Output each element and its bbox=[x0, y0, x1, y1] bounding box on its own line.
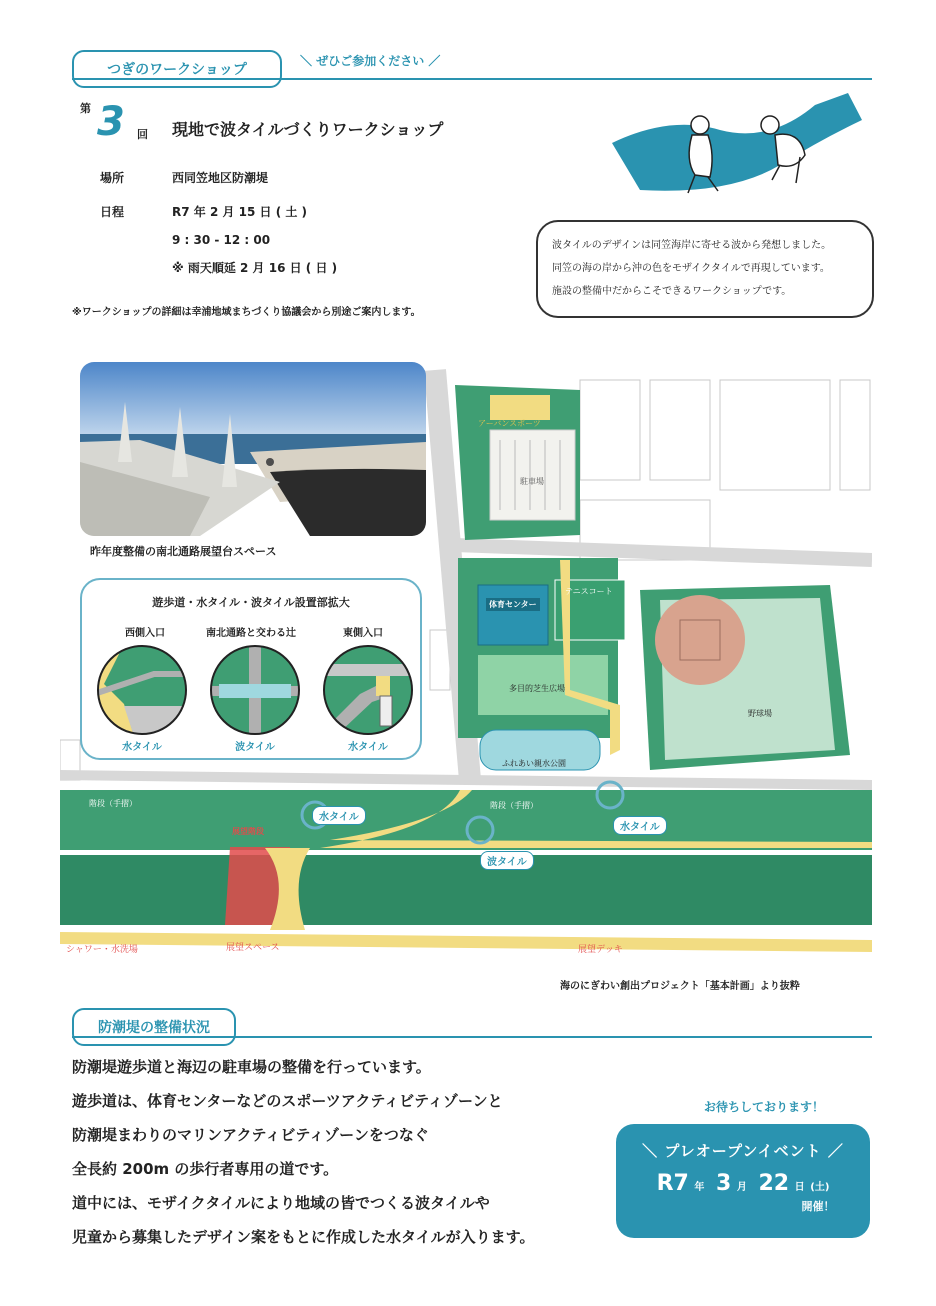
map-label-park-top: アーバンスポーツ bbox=[478, 419, 541, 428]
map-label-tennis: テニスコート bbox=[565, 587, 613, 596]
tile-design-speech-bubble bbox=[536, 220, 874, 318]
map-label-water-park: ふれあい親水公園 bbox=[502, 759, 566, 768]
map-label-view-red: 展望階段 bbox=[232, 827, 264, 836]
speech-line-1: 波タイルのデザインは同笠海岸に寄せる波から発想しました。 bbox=[552, 240, 832, 251]
zoom-east-entrance bbox=[320, 644, 416, 736]
map-label-view-deck: 展望デッキ bbox=[578, 945, 623, 955]
zoom-west-entrance bbox=[94, 644, 190, 736]
speech-line-3: 施設の整備中だからこそできるワークショップです。 bbox=[552, 286, 792, 297]
wave-carrying-illustration bbox=[600, 85, 880, 205]
speech-line-2: 同笠の海の岸から沖の色をモザイクタイルで再現しています。 bbox=[552, 263, 830, 274]
zoom-title: 遊歩道・水タイル・波タイル設置部拡大 bbox=[152, 596, 350, 609]
number-suffix: 回 bbox=[137, 128, 148, 141]
wait-text: お待ちしております！ bbox=[704, 1100, 825, 1114]
seawall-line-6: 児童から募集したデザイン案をもとに作成した水タイルが入ります。 bbox=[72, 1228, 535, 1246]
baseball-field bbox=[640, 585, 850, 770]
lookout-photo-image bbox=[80, 362, 426, 536]
lookout-photo bbox=[80, 362, 426, 536]
map-label-stairs-1: 階段（手摺） bbox=[89, 799, 137, 808]
event-year-unit: 年 bbox=[694, 1182, 705, 1193]
seawall-line-1: 防潮堤遊歩道と海辺の駐車場の整備を行っています。 bbox=[72, 1058, 431, 1076]
event-era: R7 bbox=[656, 1171, 689, 1196]
zoom-box bbox=[80, 578, 422, 760]
zoom-crossing bbox=[207, 644, 303, 736]
next-workshop-tab-label: つぎのワークショップ bbox=[107, 62, 247, 78]
event-day: 22 bbox=[758, 1171, 790, 1196]
date-label: 日程 bbox=[100, 205, 125, 219]
workshop-title: 現地で波タイルづくりワークショップ bbox=[172, 120, 444, 139]
event-date bbox=[616, 1171, 870, 1196]
seawall-divider bbox=[72, 1036, 872, 1038]
seawall-line-5: 道中には、モザイクタイルにより地域の皆でつくる波タイルや bbox=[72, 1194, 490, 1212]
zoom-item-3-title: 東側入口 bbox=[343, 628, 383, 639]
section-divider bbox=[72, 78, 872, 80]
place-value: 西同笠地区防潮堤 bbox=[172, 171, 269, 185]
zoom-item-3-tile: 水タイル bbox=[348, 742, 388, 753]
event-day-unit: 日 bbox=[794, 1182, 805, 1193]
map-label-parking: 駐車場 bbox=[520, 477, 544, 486]
slash-right-icon: ／ bbox=[424, 54, 441, 68]
event-weekday: (土) bbox=[810, 1182, 830, 1193]
date-line-3: ※ 雨天順延 2 月 16 日 ( 日 ) bbox=[172, 261, 338, 275]
tagline-text: ぜひご参加ください bbox=[316, 54, 425, 68]
seawall-tab bbox=[72, 1008, 236, 1046]
seawall-line-4: 全長約 200m の歩行者専用の道です。 bbox=[72, 1160, 339, 1178]
event-title: プレオープンイベント bbox=[664, 1142, 822, 1160]
number-prefix: 第 bbox=[80, 102, 91, 115]
zoom-item-1-title: 西側入口 bbox=[125, 628, 165, 639]
date-line-2: 9 : 30 - 12 : 00 bbox=[172, 233, 271, 247]
event-month: 3 bbox=[716, 1171, 732, 1196]
map-label-water-tile-1: 水タイル bbox=[312, 806, 366, 825]
map-label-gym: 体育センター bbox=[486, 598, 540, 611]
map-label-stairs-2: 階段（手摺） bbox=[490, 801, 538, 810]
parking-area bbox=[455, 385, 580, 540]
event-month-unit: 月 bbox=[736, 1182, 747, 1193]
pre-open-event-card bbox=[616, 1124, 870, 1238]
event-status: 開催！ bbox=[801, 1200, 835, 1213]
workshop-number: 3 bbox=[97, 99, 125, 145]
zoom-item-2-title: 南北通路と交わる辻 bbox=[206, 628, 296, 639]
zoom-item-2-tile: 波タイル bbox=[235, 742, 275, 753]
zoom-item-1-tile: 水タイル bbox=[122, 742, 162, 753]
map-label-baseball: 野球場 bbox=[748, 709, 772, 718]
place-label: 場所 bbox=[100, 171, 125, 185]
map-source: 海のにぎわい創出プロジェクト「基本計画」より抜粋 bbox=[560, 981, 800, 992]
seawall-paragraph bbox=[72, 1050, 612, 1254]
map-label-water-tile-2: 水タイル bbox=[613, 816, 667, 835]
event-slash-left-icon: ＼ bbox=[642, 1142, 665, 1160]
event-title-row bbox=[616, 1140, 870, 1161]
photo-caption: 昨年度整備の南北通路展望台スペース bbox=[90, 545, 277, 558]
wave-cloth-shape bbox=[612, 93, 862, 191]
map-label-wave-tile: 波タイル bbox=[480, 851, 534, 870]
workshop-note: ※ワークショップの詳細は幸浦地域まちづくり協議会から別途ご案内します。 bbox=[72, 307, 421, 318]
tagline bbox=[300, 52, 440, 69]
map-label-view-space: 展望スペース bbox=[226, 943, 280, 953]
next-workshop-tab bbox=[72, 50, 282, 88]
seawall-line-2: 遊歩道は、体育センターなどのスポーツアクティビティゾーンと bbox=[72, 1092, 503, 1110]
slash-left-icon: ＼ bbox=[300, 54, 317, 68]
event-slash-right-icon: ／ bbox=[821, 1142, 844, 1160]
date-line-1: R7 年 2 月 15 日 ( 土 ) bbox=[172, 205, 308, 219]
map-label-plaza: 多目的芝生広場 bbox=[509, 684, 565, 693]
map-label-shower: シャワー・水洗場 bbox=[66, 945, 138, 955]
seawall-tab-label: 防潮堤の整備状況 bbox=[98, 1020, 210, 1036]
seawall-line-3: 防潮堤まわりのマリンアクティビティゾーンをつなぐ bbox=[72, 1126, 429, 1144]
